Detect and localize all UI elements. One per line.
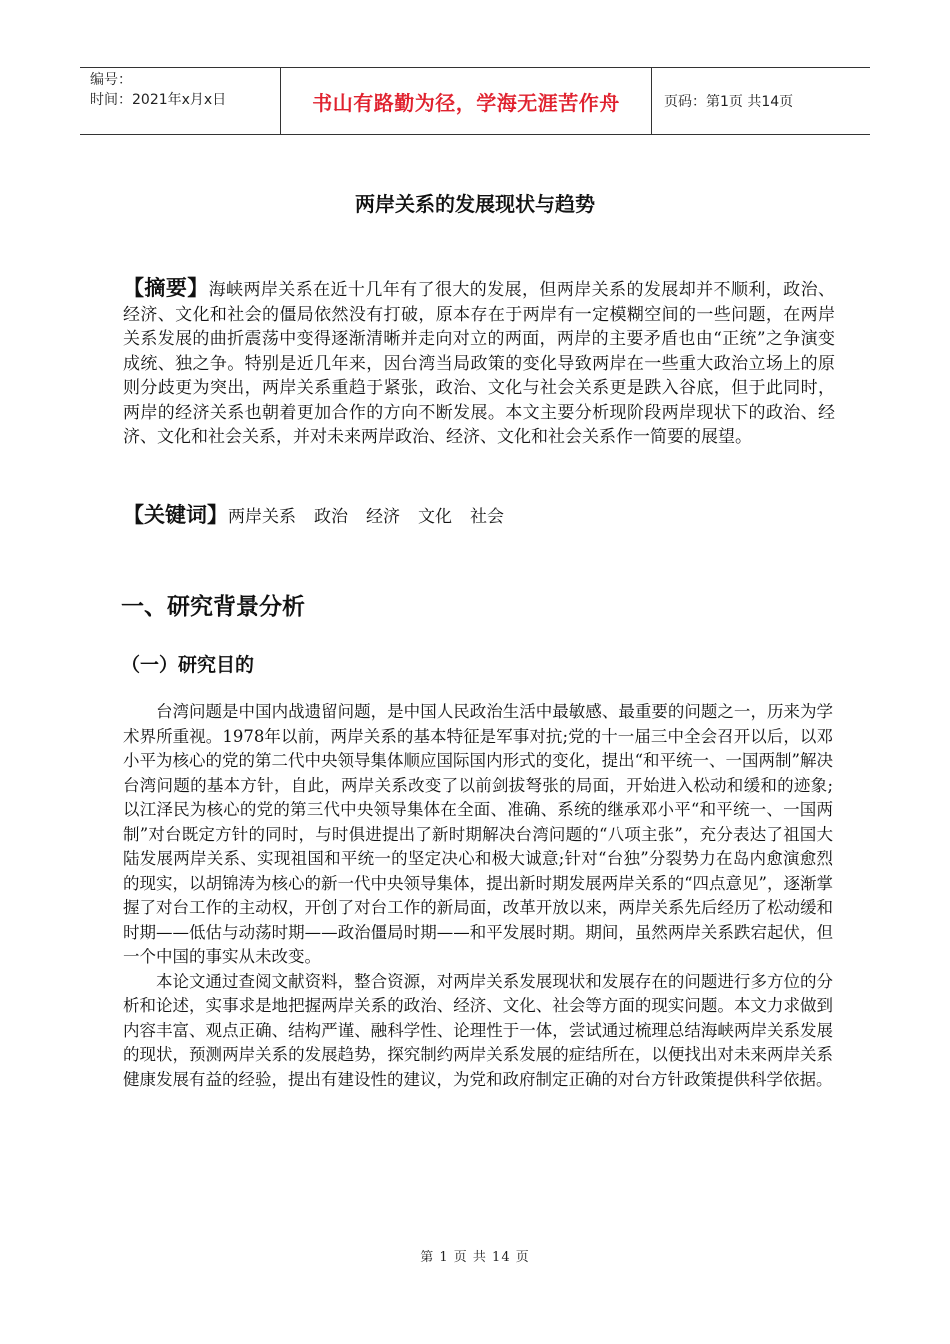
section-heading: 一、研究背景分析 <box>121 594 305 620</box>
keyword-item: 两岸关系 <box>228 507 296 527</box>
document-title: 两岸关系的发展现状与趋势 <box>355 192 595 216</box>
header-page-info: 页码：第1页 共14页 <box>664 94 794 110</box>
number-label: 编号： <box>90 72 132 88</box>
keyword-item: 社会 <box>470 507 504 527</box>
time-label: 时间：2021年x月x日 <box>90 92 227 108</box>
header-meta <box>80 68 280 134</box>
abstract-label: 【摘要】 <box>123 276 209 300</box>
page-footer: 第 1 页 共 14 页 <box>420 1250 530 1265</box>
body-text <box>123 700 833 1092</box>
keyword-item: 经济 <box>366 507 400 527</box>
abstract-text: 海峡两岸关系在近十几年有了很大的发展，但两岸关系的发展却并不顺利，政治、经济、文化和社会的僵局依然没有打破，原本存在于两岸有一定模糊空间的一些问题，在两岸关系发展的曲折震荡中变得逐渐清晰并走向对立的两面，两岸的主要矛盾也由“正统”之争演变成统、独之争。特别是近几年来，因台湾当局政策的变化导致两岸在一些重大政治立场上的原则分歧更为突出，两岸关系重趋于紧张，政治、文化与社会关系更是跌入谷底，但于此同时，两岸的经济关系也朝着更加合作的方向不断发展。本文主要分析现阶段两岸现状下的政治、经济、文化和社会关系，并对未来两岸政治、经济、文化和社会关系作一简要的展望。 <box>123 280 835 447</box>
keyword-item: 政治 <box>314 507 348 527</box>
paragraph: 台湾问题是中国内战遗留问题，是中国人民政治生活中最敏感、最重要的问题之一，历来为学术界所重视。1978年以前，两岸关系的基本特征是军事对抗;党的十一届三中全会召开以后，以邓小平为核心的党的第二代中央领导集体顺应国际国内形式的变化，提出“和平统一、一国两制”解决台湾问题的基本方针，自此，两岸关系改变了以前剑拔弩张的局面，开始进入松动和缓和的迹象;以江泽民为核心的党的第三代中央领导集体在全面、准确、系统的继承邓小平“和平统一、一国两制”对台既定方针的同时，与时俱进提出了新时期解决台湾问题的“八项主张”，充分表达了祖国大陆发展两岸关系、实现祖国和平统一的坚定决心和极大诚意;针对“台独”分裂势力在岛内愈演愈烈的现实，以胡锦涛为核心的新一代中央领导集体，提出新时期发展两岸关系的“四点意见”，逐渐掌握了对台工作的主动权，开创了对台工作的新局面，改革开放以来，两岸关系先后经历了松动缓和时期——低估与动荡时期——政治僵局时期——和平发展时期。期间，虽然两岸关系跌宕起伏，但一个中国的事实从未改变。 <box>123 702 833 966</box>
header-motto: 书山有路勤为径，学海无涯苦作舟 <box>280 68 652 134</box>
keywords-label: 【关键词】 <box>123 503 228 527</box>
keywords-block <box>123 502 835 530</box>
keyword-item: 文化 <box>418 507 452 527</box>
subsection-heading: （一）研究目的 <box>121 654 255 676</box>
abstract-block <box>123 276 835 450</box>
document-header <box>80 67 870 135</box>
paragraph: 本论文通过查阅文献资料，整合资源，对两岸关系发展现状和发展存在的问题进行多方位的分析和论述，实事求是地把握两岸关系的政治、经济、文化、社会等方面的现实问题。本文力求做到内容丰富、观点正确、结构严谨、融科学性、论理性于一体，尝试通过梳理总结海峡两岸关系发展的现状，预测两岸关系的发展趋势，探究制约两岸关系发展的症结所在，以便找出对未来两岸关系健康发展有益的经验，提出有建设性的建议，为党和政府制定正确的对台方针政策提供科学依据。 <box>123 971 833 1089</box>
